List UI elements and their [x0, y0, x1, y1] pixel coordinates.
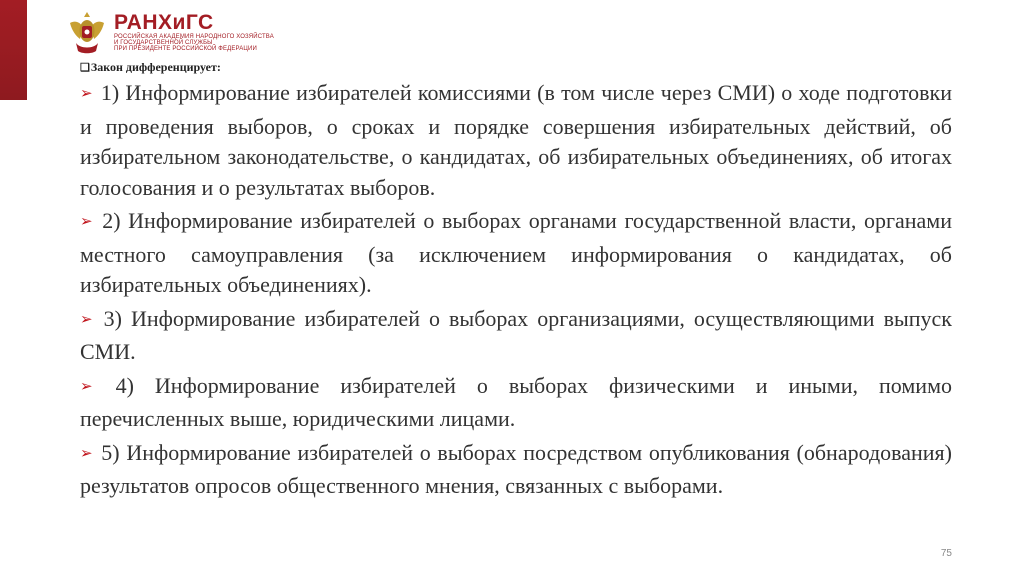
list-item [80, 78, 952, 203]
arrow-bullet-icon: ➢ [80, 445, 93, 462]
list-item-text: 2) Информирование избирателей о выборах органами государственной власти, органами местного самоуправления (за исключением информирования о кандидатах, об избирательных объединениях). [80, 208, 953, 297]
arrow-bullet-icon: ➢ [80, 214, 93, 230]
logo-name: РАНХиГС [114, 10, 214, 34]
logo-subtitle-line: ПРИ ПРЕЗИДЕНТЕ РОССИЙСКОЙ ФЕДЕРАЦИИ [114, 46, 257, 53]
intro-line [80, 60, 952, 75]
list-item-text: 4) Информирование избирателей о выборах физическими и иными, помимо перечисленных выше, юридическими лицами. [80, 372, 952, 431]
list-item-text: 5) Информирование избирателей о выборах посредством опубликования (обнародования) результатов опросов общественного мнения, связанных с выборами. [80, 439, 952, 498]
list-item [80, 371, 952, 435]
slide-content [80, 60, 952, 505]
logo-subtitle-line: И ГОСУДАРСТВЕННОЙ СЛУЖБЫ [114, 39, 213, 46]
accent-bar [0, 0, 27, 100]
arrow-bullet-icon: ➢ [80, 86, 93, 102]
list-item [80, 304, 952, 368]
list-item [80, 438, 952, 502]
list-item [80, 206, 952, 301]
ranepa-logo [68, 8, 274, 56]
logo-subtitle-line: РОССИЙСКАЯ АКАДЕМИЯ НАРОДНОГО ХОЗЯЙСТВА [114, 33, 274, 40]
eagle-emblem-icon [68, 9, 106, 55]
arrow-bullet-icon: ➢ [80, 378, 93, 395]
page-number: 75 [940, 548, 952, 559]
arrow-bullet-icon: ➢ [80, 311, 93, 328]
list-item-text: 1) Информирование избирателей комиссиями (в том числе через СМИ) о ходе подготовки и проведения выборов, о сроках и порядке совершения избирательных действий, об избирательном законодательстве, о кандидатах, об избирательных объединениях, об итогах голосования и о результатах выборов. [80, 80, 952, 200]
checkbox-bullet-icon: ❑ [80, 62, 90, 74]
list-item-text: 3) Информирование избирателей о выборах организациями, осуществляющими выпуск СМИ. [80, 305, 952, 364]
intro-text: Закон дифференцирует: [90, 60, 221, 74]
